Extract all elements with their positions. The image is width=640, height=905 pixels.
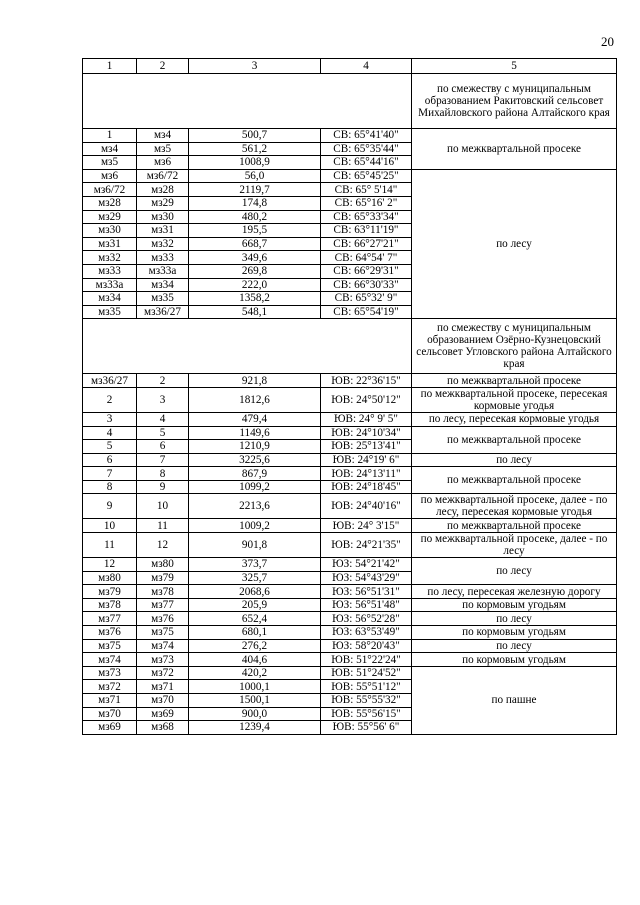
distance-cell: 174,8 xyxy=(189,196,321,210)
to-point-cell: мз6/72 xyxy=(137,169,189,183)
description-cell: по межквартальной просеке xyxy=(412,426,617,453)
from-point-cell: 3 xyxy=(83,412,137,426)
from-point-cell: мз35 xyxy=(83,305,137,319)
distance-cell: 222,0 xyxy=(189,278,321,292)
from-point-cell: мз32 xyxy=(83,251,137,265)
table-row xyxy=(83,169,617,183)
distance-cell: 373,7 xyxy=(189,558,321,572)
bearing-cell: ЮВ: 55°55'32" xyxy=(321,694,412,708)
distance-cell: 56,0 xyxy=(189,169,321,183)
description-cell: по лесу, пересекая железную дорогу xyxy=(412,585,617,599)
to-point-cell: 12 xyxy=(137,533,189,558)
distance-cell: 325,7 xyxy=(189,571,321,585)
bearing-cell: СВ: 65°45'25" xyxy=(321,169,412,183)
section-caption: по смежеству с муниципальным образованием Ракитовский сельсовет Михайловского района Алтайского края xyxy=(412,74,617,129)
section-caption: по смежеству с муниципальным образованием Озёрно-Кузнецовский сельсовет Угловского района Алтайского края xyxy=(412,319,617,374)
bearing-cell: СВ: 65°35'44" xyxy=(321,142,412,156)
from-point-cell: мз6/72 xyxy=(83,183,137,197)
distance-cell: 901,8 xyxy=(189,533,321,558)
header-cell: 2 xyxy=(137,59,189,74)
header-cell: 1 xyxy=(83,59,137,74)
to-point-cell: мз74 xyxy=(137,639,189,653)
to-point-cell: мз80 xyxy=(137,558,189,572)
to-point-cell: мз33а xyxy=(137,264,189,278)
to-point-cell: 2 xyxy=(137,374,189,388)
from-point-cell: мз31 xyxy=(83,237,137,251)
from-point-cell: 6 xyxy=(83,453,137,467)
distance-cell: 420,2 xyxy=(189,666,321,680)
description-cell: по лесу xyxy=(412,612,617,626)
from-point-cell: мз72 xyxy=(83,680,137,694)
bearing-cell: СВ: 65°44'16" xyxy=(321,156,412,170)
bearing-cell: ЮВ: 51°24'52" xyxy=(321,666,412,680)
bearing-cell: ЮВ: 24° 3'15" xyxy=(321,519,412,533)
from-point-cell: мз6 xyxy=(83,169,137,183)
to-point-cell: 3 xyxy=(137,387,189,412)
distance-cell: 3225,6 xyxy=(189,453,321,467)
distance-cell: 900,0 xyxy=(189,707,321,721)
from-point-cell: 10 xyxy=(83,519,137,533)
distance-cell: 1008,9 xyxy=(189,156,321,170)
from-point-cell: мз77 xyxy=(83,612,137,626)
table-row xyxy=(83,585,617,599)
table-row xyxy=(83,374,617,388)
from-point-cell: мз4 xyxy=(83,142,137,156)
distance-cell: 2068,6 xyxy=(189,585,321,599)
from-point-cell: мз73 xyxy=(83,666,137,680)
bearing-cell: ЮВ: 24°10'34" xyxy=(321,426,412,440)
header-cell: 4 xyxy=(321,59,412,74)
from-point-cell: мз78 xyxy=(83,598,137,612)
distance-cell: 921,8 xyxy=(189,374,321,388)
bearing-cell: ЮЗ: 58°20'43" xyxy=(321,639,412,653)
bearing-cell: СВ: 65°54'19" xyxy=(321,305,412,319)
description-cell: по межквартальной просеке xyxy=(412,129,617,170)
description-cell: по лесу xyxy=(412,453,617,467)
from-point-cell: 11 xyxy=(83,533,137,558)
to-point-cell: мз78 xyxy=(137,585,189,599)
from-point-cell: 5 xyxy=(83,440,137,454)
distance-cell: 404,6 xyxy=(189,653,321,667)
to-point-cell: мз77 xyxy=(137,598,189,612)
to-point-cell: мз73 xyxy=(137,653,189,667)
distance-cell: 1812,6 xyxy=(189,387,321,412)
to-point-cell: мз76 xyxy=(137,612,189,626)
table-row xyxy=(83,598,617,612)
distance-cell: 195,5 xyxy=(189,224,321,238)
to-point-cell: мз30 xyxy=(137,210,189,224)
boundary-table xyxy=(82,58,617,735)
table-row xyxy=(83,412,617,426)
to-point-cell: мз70 xyxy=(137,694,189,708)
bearing-cell: ЮВ: 55°51'12" xyxy=(321,680,412,694)
from-point-cell: мз36/27 xyxy=(83,374,137,388)
bearing-cell: ЮВ: 22°36'15" xyxy=(321,374,412,388)
header-cell: 3 xyxy=(189,59,321,74)
header-row xyxy=(83,59,617,74)
from-point-cell: 9 xyxy=(83,494,137,519)
distance-cell: 2213,6 xyxy=(189,494,321,519)
distance-cell: 1149,6 xyxy=(189,426,321,440)
to-point-cell: мз28 xyxy=(137,183,189,197)
description-cell: по межквартальной просеке, далее - по лесу, пересекая кормовые угодья xyxy=(412,494,617,519)
distance-cell: 1210,9 xyxy=(189,440,321,454)
header-cell: 5 xyxy=(412,59,617,74)
distance-cell: 276,2 xyxy=(189,639,321,653)
to-point-cell: мз4 xyxy=(137,129,189,143)
bearing-cell: ЮВ: 24°40'16" xyxy=(321,494,412,519)
distance-cell: 2119,7 xyxy=(189,183,321,197)
bearing-cell: ЮВ: 55°56' 6" xyxy=(321,721,412,735)
from-point-cell: 2 xyxy=(83,387,137,412)
bearing-cell: ЮВ: 25°13'41" xyxy=(321,440,412,454)
to-point-cell: 4 xyxy=(137,412,189,426)
to-point-cell: мз79 xyxy=(137,571,189,585)
bearing-cell: ЮЗ: 56°51'31" xyxy=(321,585,412,599)
table-row xyxy=(83,453,617,467)
to-point-cell: 9 xyxy=(137,480,189,494)
bearing-cell: СВ: 66°30'33" xyxy=(321,278,412,292)
description-cell: по лесу xyxy=(412,558,617,585)
table-row xyxy=(83,639,617,653)
description-cell: по пашне xyxy=(412,666,617,734)
from-point-cell: 8 xyxy=(83,480,137,494)
distance-cell: 480,2 xyxy=(189,210,321,224)
from-point-cell: 7 xyxy=(83,467,137,481)
from-point-cell: мз76 xyxy=(83,626,137,640)
distance-cell: 205,9 xyxy=(189,598,321,612)
description-cell: по межквартальной просеке xyxy=(412,374,617,388)
bearing-cell: ЮЗ: 56°51'48" xyxy=(321,598,412,612)
from-point-cell: мз30 xyxy=(83,224,137,238)
description-cell: по кормовым угодьям xyxy=(412,598,617,612)
bearing-cell: ЮЗ: 54°43'29" xyxy=(321,571,412,585)
bearing-cell: СВ: 65°41'40" xyxy=(321,129,412,143)
from-point-cell: мз69 xyxy=(83,721,137,735)
bearing-cell: ЮЗ: 56°52'28" xyxy=(321,612,412,626)
bearing-cell: СВ: 65°33'34" xyxy=(321,210,412,224)
distance-cell: 867,9 xyxy=(189,467,321,481)
to-point-cell: мз75 xyxy=(137,626,189,640)
bearing-cell: СВ: 65°32' 9" xyxy=(321,292,412,306)
description-cell: по лесу xyxy=(412,639,617,653)
from-point-cell: 12 xyxy=(83,558,137,572)
bearing-cell: ЮВ: 51°22'24" xyxy=(321,653,412,667)
to-point-cell: мз72 xyxy=(137,666,189,680)
description-cell: по межквартальной просеке, пересекая кормовые угодья xyxy=(412,387,617,412)
to-point-cell: 7 xyxy=(137,453,189,467)
table-row xyxy=(83,533,617,558)
to-point-cell: мз35 xyxy=(137,292,189,306)
distance-cell: 1099,2 xyxy=(189,480,321,494)
bearing-cell: СВ: 66°29'31" xyxy=(321,264,412,278)
from-point-cell: мз74 xyxy=(83,653,137,667)
bearing-cell: ЮВ: 24°19' 6" xyxy=(321,453,412,467)
distance-cell: 680,1 xyxy=(189,626,321,640)
section-caption-row xyxy=(83,74,617,129)
table-row xyxy=(83,612,617,626)
to-point-cell: мз68 xyxy=(137,721,189,735)
bearing-cell: СВ: 65° 5'14" xyxy=(321,183,412,197)
distance-cell: 652,4 xyxy=(189,612,321,626)
table-row xyxy=(83,558,617,572)
distance-cell: 1358,2 xyxy=(189,292,321,306)
distance-cell: 548,1 xyxy=(189,305,321,319)
page-number: 20 xyxy=(601,34,614,49)
bearing-cell: ЮЗ: 54°21'42" xyxy=(321,558,412,572)
bearing-cell: СВ: 65°16' 2" xyxy=(321,196,412,210)
distance-cell: 349,6 xyxy=(189,251,321,265)
bearing-cell: ЮВ: 24°13'11" xyxy=(321,467,412,481)
to-point-cell: мз6 xyxy=(137,156,189,170)
distance-cell: 500,7 xyxy=(189,129,321,143)
table-row xyxy=(83,387,617,412)
to-point-cell: 8 xyxy=(137,467,189,481)
from-point-cell: мз33 xyxy=(83,264,137,278)
from-point-cell: 4 xyxy=(83,426,137,440)
table-row xyxy=(83,494,617,519)
section-caption-row xyxy=(83,319,617,374)
description-cell: по межквартальной просеке xyxy=(412,519,617,533)
distance-cell: 1009,2 xyxy=(189,519,321,533)
table-row xyxy=(83,467,617,481)
to-point-cell: 11 xyxy=(137,519,189,533)
table-row xyxy=(83,129,617,143)
distance-cell: 561,2 xyxy=(189,142,321,156)
from-point-cell: мз29 xyxy=(83,210,137,224)
distance-cell: 1239,4 xyxy=(189,721,321,735)
to-point-cell: мз33 xyxy=(137,251,189,265)
distance-cell: 668,7 xyxy=(189,237,321,251)
description-cell: по лесу xyxy=(412,169,617,319)
from-point-cell: мз79 xyxy=(83,585,137,599)
bearing-cell: ЮВ: 24° 9' 5" xyxy=(321,412,412,426)
description-cell: по кормовым угодьям xyxy=(412,626,617,640)
to-point-cell: мз69 xyxy=(137,707,189,721)
bearing-cell: ЮВ: 55°56'15" xyxy=(321,707,412,721)
to-point-cell: мз29 xyxy=(137,196,189,210)
to-point-cell: мз5 xyxy=(137,142,189,156)
distance-cell: 479,4 xyxy=(189,412,321,426)
bearing-cell: ЮЗ: 63°53'49" xyxy=(321,626,412,640)
bearing-cell: СВ: 63°11'19" xyxy=(321,224,412,238)
from-point-cell: мз70 xyxy=(83,707,137,721)
from-point-cell: мз33а xyxy=(83,278,137,292)
distance-cell: 1000,1 xyxy=(189,680,321,694)
bearing-cell: ЮВ: 24°18'45" xyxy=(321,480,412,494)
bearing-cell: СВ: 64°54' 7" xyxy=(321,251,412,265)
to-point-cell: 6 xyxy=(137,440,189,454)
to-point-cell: мз34 xyxy=(137,278,189,292)
description-cell: по межквартальной просеке xyxy=(412,467,617,494)
table-row xyxy=(83,519,617,533)
table-body xyxy=(83,74,617,735)
table-row xyxy=(83,653,617,667)
from-point-cell: мз75 xyxy=(83,639,137,653)
table-row xyxy=(83,426,617,440)
bearing-cell: ЮВ: 24°50'12" xyxy=(321,387,412,412)
to-point-cell: мз32 xyxy=(137,237,189,251)
from-point-cell: 1 xyxy=(83,129,137,143)
to-point-cell: 5 xyxy=(137,426,189,440)
bearing-cell: СВ: 66°27'21" xyxy=(321,237,412,251)
to-point-cell: мз31 xyxy=(137,224,189,238)
table-row xyxy=(83,666,617,680)
from-point-cell: мз5 xyxy=(83,156,137,170)
from-point-cell: мз71 xyxy=(83,694,137,708)
distance-cell: 269,8 xyxy=(189,264,321,278)
from-point-cell: мз80 xyxy=(83,571,137,585)
from-point-cell: мз34 xyxy=(83,292,137,306)
distance-cell: 1500,1 xyxy=(189,694,321,708)
to-point-cell: 10 xyxy=(137,494,189,519)
table-row xyxy=(83,626,617,640)
from-point-cell: мз28 xyxy=(83,196,137,210)
to-point-cell: мз36/27 xyxy=(137,305,189,319)
description-cell: по лесу, пересекая кормовые угодья xyxy=(412,412,617,426)
description-cell: по межквартальной просеке, далее - по лесу xyxy=(412,533,617,558)
description-cell: по кормовым угодьям xyxy=(412,653,617,667)
bearing-cell: ЮВ: 24°21'35" xyxy=(321,533,412,558)
to-point-cell: мз71 xyxy=(137,680,189,694)
caption-spacer-cell xyxy=(83,74,412,129)
caption-spacer-cell xyxy=(83,319,412,374)
